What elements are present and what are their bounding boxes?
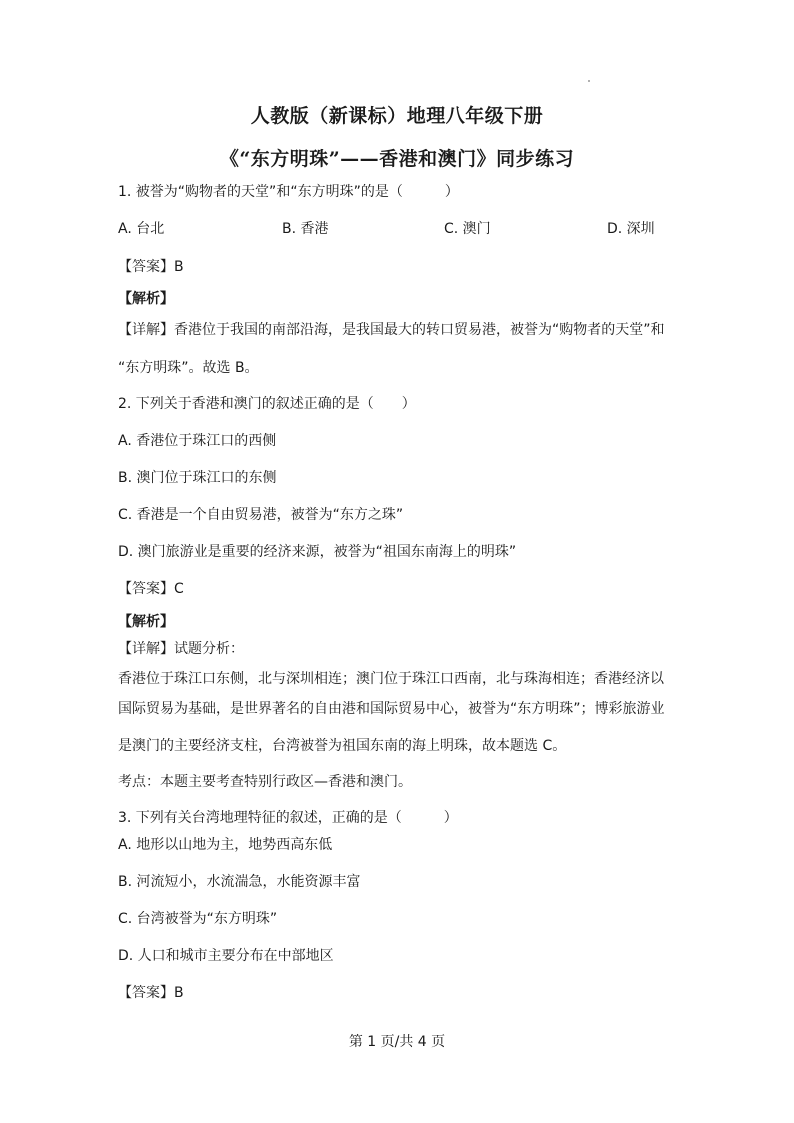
question-2-detail-label: 【详解】试题分析： (118, 641, 244, 657)
question-2-detail-line-1: 香港位于珠江口东侧，北与深圳相连；澳门位于珠江口西南，北与珠海相连；香港经济以 (118, 671, 664, 687)
speck-mark (588, 80, 590, 82)
question-1-detail-line-2: “东方明珠”。故选 B。 (118, 360, 259, 376)
question-2-option-b: B. 澳门位于珠江口的东侧 (118, 470, 277, 486)
question-1-analysis-label: 【解析】 (118, 291, 174, 307)
question-2-option-c: C. 香港是一个自由贸易港，被誉为“东方之珠” (118, 507, 404, 523)
question-2-analysis-label: 【解析】 (118, 614, 174, 630)
question-1-option-d: D. 深圳 (607, 221, 655, 237)
question-2-option-a: A. 香港位于珠江口的西侧 (118, 433, 277, 449)
question-1-option-c: C. 澳门 (444, 221, 491, 237)
question-1-answer: 【答案】B (118, 259, 184, 275)
question-2-topic: 考点：本题主要考查特别行政区—香港和澳门。 (118, 774, 412, 790)
question-1-stem: 1. 被誉为“购物者的天堂”和“东方明珠”的是（ ） (118, 184, 459, 200)
page-subtitle: 《“东方明珠”——香港和澳门》同步练习 (219, 148, 575, 170)
question-2-option-d: D. 澳门旅游业是重要的经济来源，被誉为“祖国东南海上的明珠” (118, 544, 517, 560)
question-1-detail-line-1: 【详解】香港位于我国的南部沿海，是我国最大的转口贸易港，被誉为“购物者的天堂”和 (118, 322, 665, 338)
question-2-answer: 【答案】C (118, 581, 184, 597)
question-2-detail-line-2: 国际贸易为基础，是世界著名的自由港和国际贸易中心，被誉为“东方明珠”；博彩旅游业 (118, 701, 665, 717)
question-3-option-b: B. 河流短小，水流湍急，水能资源丰富 (118, 874, 361, 890)
question-1-option-b: B. 香港 (282, 221, 329, 237)
question-2-stem: 2. 下列关于香港和澳门的叙述正确的是（ ） (118, 396, 416, 412)
question-3-option-d: D. 人口和城市主要分布在中部地区 (118, 948, 334, 964)
question-2-detail-line-3: 是澳门的主要经济支柱，台湾被誉为祖国东南的海上明珠，故本题选 C。 (118, 738, 567, 754)
question-3-option-a: A. 地形以山地为主，地势西高东低 (118, 837, 333, 853)
question-3-stem: 3. 下列有关台湾地理特征的叙述，正确的是（ ） (118, 810, 458, 826)
page-title: 人教版（新课标）地理八年级下册 (250, 105, 544, 127)
question-1-option-a: A. 台北 (118, 221, 165, 237)
question-3-answer: 【答案】B (118, 985, 184, 1001)
question-3-option-c: C. 台湾被誉为“东方明珠” (118, 911, 278, 927)
page-number-footer: 第 1 页/共 4 页 (348, 1034, 446, 1050)
